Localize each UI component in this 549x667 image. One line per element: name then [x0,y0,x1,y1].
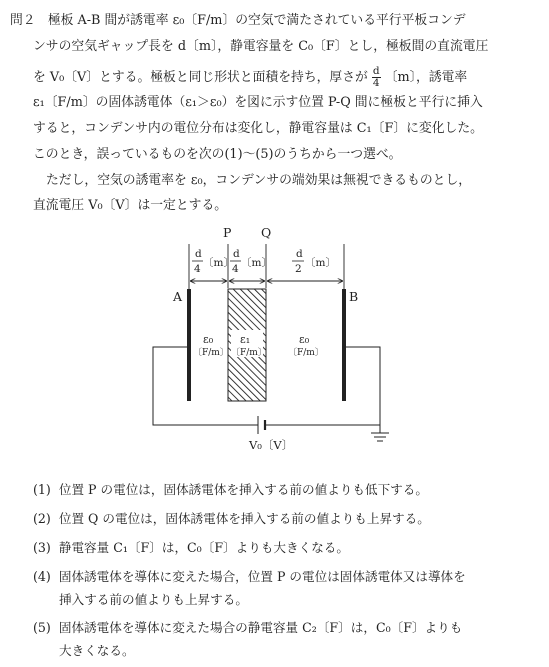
svg-text:2: 2 [295,263,302,275]
eps-mid-unit: 〔F/m〕 [231,348,267,358]
svg-text:4: 4 [194,263,201,275]
option-4-cont: 挿入する前の値よりも上昇する。 [59,592,248,607]
option-4-text: 固体誘電体を導体に変えた場合，位置 P の電位は固体誘電体又は導体を [58,569,466,584]
option-3-label: (3) [33,540,51,555]
option-5-cont: 大きくなる。 [59,643,135,658]
question-text-3a: を V₀〔V〕とする。極板と同じ形状と面積を持ち，厚さが [33,70,368,85]
svg-text:4: 4 [232,263,239,275]
option-5-label: (5) [33,620,51,635]
question-line-2: ンサの空気ギャップ長を d〔m〕，静電容量を C₀〔F〕とし，極板間の直流電圧 [33,39,489,54]
option-2-label: (2) [33,511,51,526]
option-2[interactable] [33,511,430,527]
question-line-8: 直流電圧 V₀〔V〕は一定とする。 [33,198,228,213]
eps-left-symbol: ε₀ [203,333,214,346]
svg-text:〔m〕: 〔m〕 [203,257,234,269]
dim-label-3 [292,248,336,275]
eps-right-symbol: ε₀ [299,333,310,346]
question-line-6: このとき，誤っているものを次の(1)〜(5)のうちから一つ選べ。 [33,147,402,162]
thickness-denominator: 4 [372,77,380,89]
plate-B [342,289,346,401]
question-text-3b: 〔m〕，誘電率 [384,70,468,85]
option-1-label: (1) [33,482,51,497]
label-A: A [173,289,183,304]
eps-left-unit: 〔F/m〕 [193,348,229,358]
label-P: P [223,225,232,240]
svg-text:d: d [296,248,303,260]
label-B: B [349,289,359,304]
option-5[interactable] [33,620,462,636]
option-4-label: (4) [33,569,51,584]
option-3[interactable] [33,540,349,556]
svg-text:〔m〕: 〔m〕 [305,257,336,269]
svg-text:d: d [195,248,202,260]
question-line-7: ただし，空気の誘電率を ε₀，コンデンサの端効果は無視できるものとし， [46,173,472,188]
thickness-numerator: d [372,65,380,77]
question-number: 問２ [10,13,36,28]
option-1-text: 位置 P の電位は，固体誘電体を挿入する前の値よりも低下する。 [58,482,428,497]
svg-text:〔m〕: 〔m〕 [241,257,272,269]
question-line-4: ε₁〔F/m〕の固体誘電体（ε₁＞ε₀）を図に示す位置 P-Q 間に極板と平行に挿入 [33,95,483,110]
question-text-1: 極板 A-B 間が誘電率 ε₀〔F/m〕の空気で満たされている平行平板コンデ [47,13,466,28]
battery-icon [258,416,269,434]
svg-text:d: d [233,248,240,260]
eps-mid-symbol: ε₁ [240,333,251,346]
option-4[interactable] [33,569,466,585]
option-3-text: 静電容量 C₁〔F〕は，C₀〔F〕よりも大きくなる。 [58,540,349,555]
ground-icon [371,433,389,441]
plate-A [187,289,191,401]
label-Q: Q [261,225,272,240]
option-5-text: 固体誘電体を導体に変えた場合の静電容量 C₂〔F〕は，C₀〔F〕よりも [58,620,463,635]
question-line-5: すると，コンデンサ内の電位分布は変化し，静電容量は C₁〔F〕に変化した。 [33,121,483,136]
option-1[interactable] [33,482,428,498]
eps-right-unit: 〔F/m〕 [288,348,324,358]
option-2-text: 位置 Q の電位は，固体誘電体を挿入する前の値よりも上昇する。 [58,511,430,526]
voltage-label: V₀〔V〕 [249,438,294,452]
